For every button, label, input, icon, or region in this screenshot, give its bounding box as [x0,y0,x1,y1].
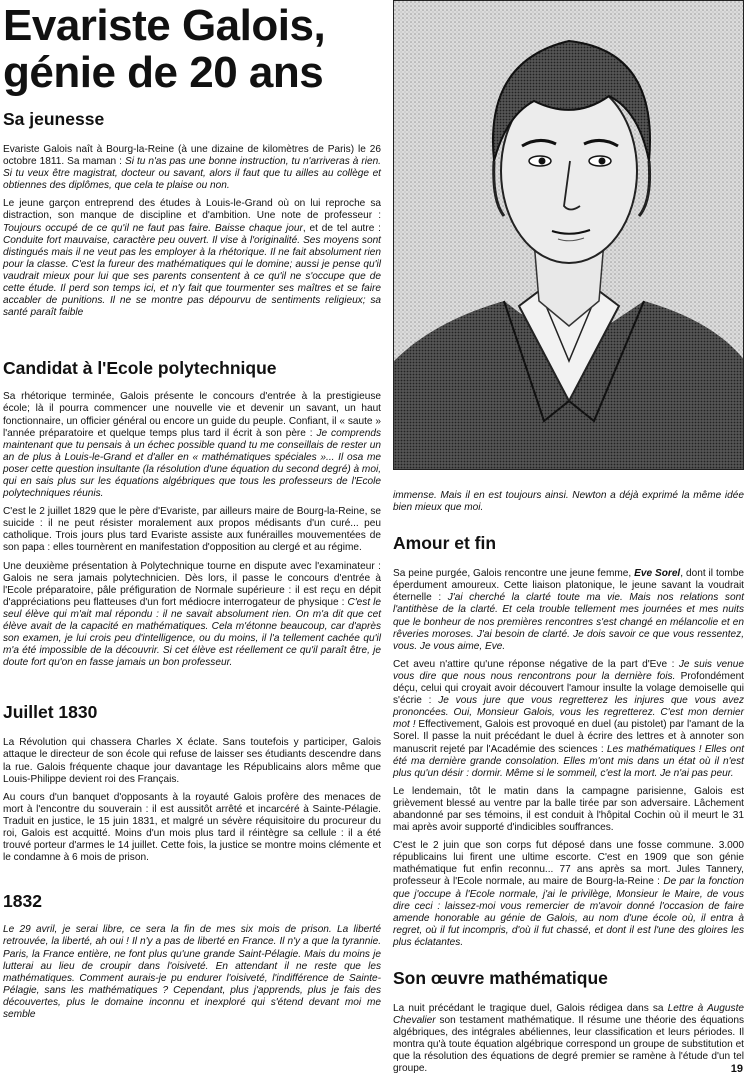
paragraph [3,506,381,554]
paragraph [393,786,744,834]
text-run: , et de tel autre : [302,222,381,234]
article-title [3,0,381,96]
text-run: Au cours d'un banquet d'opposants à la royauté Galois profère des menaces de mort à l'encontre du souverain : il est aussitôt arrêté et incarcéré à Sainte-Pélagie. Traduit en justice, le 15 juin 1831, et malgré un sévère réquisitoire du procureur du roi, Galois est acquitté. Moins d'un mois plus tard il réintègre sa cellule : il a été trouvé porteur d'armes le 14 juillet. Cette fois, la justice se montre moins clémente et le condamne à 6 mois de prison. [3,791,381,864]
text-run: J'ai cherché la clarté toute ma vie. Mais nos relations sont l'antithèse de la clarté. Et cela trouble tellement mes journées et mes nuits que le bonheur de nos premières rencontres s'est changé en mélancolie et en rêveries moroses. J'ai besoin de clarté. Je dois savoir ce que vous ressentez, vous. Je vous aime, Eve. [393,592,744,652]
text-run: Une deuxième présentation à Polytechnique tourne en dispute avec l'examinateur : Galois ne sera jamais polytechnicien. Dès lors, il passe le concours d'entrée à l'Ecole préparatoire, pâle préfiguration de Normale supérieure : il est reçu en dépit d'appréciations peu flatteuses d'un fort médiocre interrogateur de physique : [3,560,381,608]
text-run: De par la fonction que j'occupe à l'Ecole normale, j'ai le privilège, Monsieur le Maire, de vous dire ceci : laissez-moi vous remercier de m'avoir donné l'occasion de faire amende honorable au génie de Galois, au nom d'une école où, il entra à regret, où il fut incompris, d'où il fut chassé, et dont il est l'une des gloires les plus éclatantes. [393,876,744,948]
text-run: Je comprends maintenant que tu pensais à un échec possible quand tu me conseillais de rester un an de plus à Louis-le-Grand et d'aller en « mathématiques spéciales »... Il osa me poser cette question insultante (la résolution d'une équation du second degré) à moi, qui en sais plus sur les équations algébriques que tous les professeurs de l'Ecole polytechniques réunis. [3,427,381,500]
text-run: Effectivement, Galois est provoqué en duel (au pistolet) par l'amant de la Sorel. Il passe la nuit précédant le duel à écrire des lettres et à annoter son manuscrit rejeté par l'Académie des sciences : [393,719,744,755]
section-heading-polytechnique: Candidat à l'Ecole polytechnique [3,358,277,379]
text-run: Le lendemain, tôt le matin dans la campagne parisienne, Galois est grièvement blessé au ventre par la balle tirée par son adversaire. Lâchement abandonné par ses témoins, il est conduit à l'hôpital Cochin où il meurt le 31 mai après avoir supporté d'indicibles souffrances. [393,785,744,834]
section-heading-jeunesse: Sa jeunesse [3,109,105,129]
text-run: immense. Mais il en est toujours ainsi. Newton a déjà exprimé la même idée bien mieux que moi. [393,490,744,514]
paragraph [3,924,381,1021]
paragraph [3,737,381,785]
text-run: son testament mathématique. Il résume une théorie des équations algébriques, des intégrales abéliennes, leur classification et leurs périodes. Il montra qu'à toute équation algébrique correspond un groupe de substitution et que la résolution des équations de degré premier se ramène à l'étude d'un tel groupe. [393,1015,744,1075]
text-run: C'est le seul élève qui m'ait mal répondu : il ne savait absolument rien. On m'a dit que cet élève avait de la capacité en mathématiques. Cela m'étonne beaucoup, car d'après son examen, je lui crois peu d'intelligence, ou du moins, il l'a tellement cachée qu'il m'a été impossible de la découvrir. Si cet élève est réellement ce qu'il paraît être, je doute fort qu'on en fasse jamais un bon professeur. [3,596,382,669]
text-run: Conduite fort mauvaise, caractère peu ouvert. Il vise à l'originalité. Ses moyens sont distingués mais il ne veut pas les employer à la rhétorique. Il ne fait absolument rien pour la classe. C'est la fureur des mathématiques qui le domine; aussi je pense qu'il vaudrait mieux pour lui que ses parents consentent à ce qu'il ne s'occupe que de cette étude. Il perd son temps ici, et n'y fait que tourmenter ses maîtres et se faire accabler de punitions. Il ne se montre pas dépourvu de sentiments religieux; sa santé paraît faible [3,234,381,319]
text-run: Je vous jure que vous regretterez les injures que vous avez prononcées. Oui, Monsieur Galois, vous les regretterez. C'est mon dernier mot ! [393,695,744,731]
text-run: Je suis venue vous dire que nous nous rencontrons pour la dernière fois. [393,658,744,682]
text-run: Profondément déçu, celui qui croyait avoir découvert l'amour insulte la volage demoiselle qui s'écrie : [393,670,744,707]
paragraph [3,391,381,500]
text-run: Toujours occupé de ce qu'il ne faut pas faire. Baisse chaque jour [3,222,303,234]
text-run: Le 29 avril, je serai libre, ce sera la fin de mes six mois de prison. La liberté retrouvée, la liberté, ah oui ! Il n'y a pas de liberté en France. Il n'y a que la tyrannie. Paris, la France entière, ne font plus qu'une grande Saint-Pélagie. Mais du moins je lutterai au lieu de croupir dans l'oisiveté. En attendant il ne reste que les mathématiques. Comment aurais-je pu endurer l'oisiveté, l'indifférence de Sainte-Pélagie, sans les mathématiques ? Cependant, plus j'apprends, plus je fais des découvertes, plus le domaine inconnu et inexploré qui s'étend devant moi me semble [3,924,381,1020]
text-run: C'est le 2 juillet 1829 que le père d'Evariste, par ailleurs maire de Bourg-la-Reine, se suicide : il ne peut résister moralement aux propos médisants d'un curé... peu catholique. Trois jours plus tard Evariste assiste aux funérailles mouvementées de son papa : elles tournèrent en manifestation d'opposition au clergé et au régime. [3,506,381,554]
section-heading-juillet-1830: Juillet 1830 [3,702,98,723]
title-line-2: génie de 20 ans [3,48,324,97]
text-run: La nuit précédant le tragique duel, Galois rédigea dans sa [393,1003,668,1014]
section-heading-1832: 1832 [3,891,42,912]
title-line-1: Evariste Galois, [3,1,326,50]
text-run: Les mathématiques ! Elles ont été ma dernière grande consolation. Elles m'ont mis dans un état où il n'est plus qu'un désir : dormir. Même si le sommeil, c'est la mort. Je n'ai pas peur. [393,743,744,779]
paragraph [393,568,744,653]
section-heading-oeuvre: Son œuvre mathématique [393,968,608,988]
page-number: 19 [730,1063,743,1075]
text-run: , dont il tombe éperdument amoureux. Cette liaison platonique, le jeune savant la voudrait éternelle : [393,568,745,604]
text-run: Le jeune garçon entreprend des études à Louis-le-Grand où on lui reproche sa distraction, son manque de discipline et d'ambition. Une note de professeur : [3,198,381,222]
text-run: Evariste Galois naît à Bourg-la-Reine (à une dizaine de kilomètres de Paris) le 26 octobre 1811. Sa maman : [3,144,381,168]
section-heading-amour-et-fin: Amour et fin [393,533,497,554]
left-column [3,0,381,1027]
text-run: Sa rhétorique terminée, Galois présente le concours d'entrée à la prestigieuse école; là il pourra commencer une nouvelle vie et devenir un savant, un haut fonctionnaire, un officier général ou encore un guide du peuple. Confiant, il « saute » l'année préparatoire et quelque temps plus tard il écrit à son père : [3,391,381,439]
text-run: Cet aveu n'attire qu'une réponse négative de la part d'Eve : [393,658,679,670]
paragraph [3,198,381,319]
text-run: Lettre à Auguste Chevalier [393,1003,744,1027]
text-run: C'est le 2 juin que son corps fut déposé dans une fosse commune. 3.000 républicains lui firent une ultime escorte. C'est en 1909 que son génie mathématique fut enfin reconnu... 77 ans après sa mort. Jules Tannery, professeur à l'Ecole normale, au maire de Bourg-la-Reine : [393,840,744,888]
paragraph [393,840,744,949]
text-run: Si tu n'as pas une bonne instruction, tu n'arriveras à rien. Si tu veux être magistrat, docteur ou savant, alors il faut que tu ailles au collège et obtiennes des diplômes, que cela te plaise ou non. [3,156,381,192]
text-run: La Révolution qui chassera Charles X éclate. Sans toutefois y participer, Galois attaque le directeur de son école qui refuse de laisser ses étudiants descendre dans la rue. Galois fréquente chaque jour davantage les Républicains alors même que Louis-Philippe devient roi des Français. [3,737,381,785]
paragraph [393,1003,744,1076]
paragraph [3,144,381,192]
paragraph [3,792,381,865]
paragraph [393,659,744,780]
galois-portrait [393,0,744,470]
portrait-drawing [394,1,744,470]
text-run: Eve Sorel [634,568,681,580]
paragraph [3,561,381,670]
text-run: Sa peine purgée, Galois rencontre une jeune femme, [393,568,635,580]
right-column [393,0,744,1082]
paragraph [393,490,744,514]
